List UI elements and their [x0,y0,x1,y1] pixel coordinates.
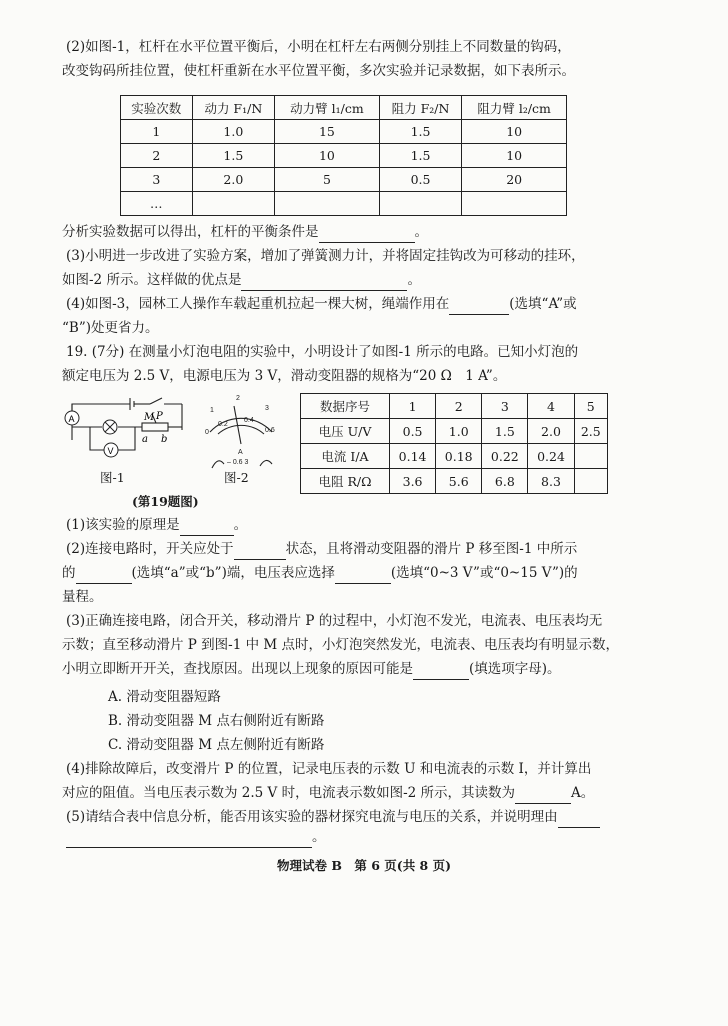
table-cell: 3.6 [390,469,436,494]
table-cell: 2 [121,144,193,168]
q19-part5-line1 [66,806,678,828]
end-a-label: a [142,434,148,445]
table-cell: 0.5 [379,168,462,192]
table-row [301,444,608,469]
end-b-label: b [161,434,168,445]
q19-intro-line1: 19. (7分) 在测量小灯泡电阻的实验中，小明设计了如图-1 所示的电路。已知小灯泡的 [66,344,579,360]
point-m-label: M [144,412,155,423]
q19-part1: (1)该实验的原理是 。 [66,514,650,536]
table-row [121,192,567,216]
lamp-data-table [300,393,608,494]
q19-part4-line2 [62,782,650,804]
table-cell: 电流 I/A [301,444,390,469]
header-cell: 5 [574,394,607,419]
q19-figures [60,392,295,507]
dial-terminals: – 0.6 3 [227,459,249,466]
table-cell: 6.8 [482,469,528,494]
header-cell: 1 [390,394,436,419]
table-header-row [121,96,567,120]
header-cell: 4 [528,394,574,419]
q19-part3-line3 [62,658,650,680]
part2-text: 的 [62,565,76,581]
option-c: C. 滑动变阻器 M 点左侧附近有断路 [108,737,325,753]
dial-tick: 0 [205,429,209,436]
table-row [121,120,567,144]
table-cell: 2.0 [192,168,275,192]
q18-part2-line1: (2)如图-1，杠杆在水平位置平衡后，小明在杠杆左右两侧分别挂上不同数量的钩码， [66,39,571,55]
answer-blank[interactable] [515,787,571,804]
table-row [121,144,567,168]
analysis-text: 分析实验数据可以得出，杠杆的平衡条件是 [62,224,319,240]
header-cell: 数据序号 [301,394,390,419]
q18-part2-line2: 改变钩码所挂位置，使杠杆重新在水平位置平衡，多次实验并记录数据，如下表所示。 [62,63,575,79]
dial-tick: 0.6 [265,427,275,434]
header-cell: 3 [482,394,528,419]
q18-part4-line1 [66,293,650,315]
q18-analysis-line: 分析实验数据可以得出，杠杆的平衡条件是 。 [62,221,650,243]
q19-part5-line2 [66,826,650,848]
table-cell: 0.18 [436,444,482,469]
fig1-label: 图-1 [100,470,125,485]
table-cell[interactable] [574,469,607,494]
q18-part3-line2: 如图-2 所示。这样做的优点是 。 [62,269,650,291]
ammeter-label: A [68,414,75,424]
circuit-diagram [60,392,295,482]
header-cell: 阻力 F₂/N [379,96,462,120]
answer-blank[interactable] [241,274,407,291]
part3-text: 如图-2 所示。这样做的优点是 [62,272,242,288]
table-row [121,168,567,192]
voltmeter-label: V [107,446,114,456]
table-cell: 1.5 [192,144,275,168]
answer-blank[interactable] [319,226,415,243]
header-cell: 动力臂 l₁/cm [275,96,380,120]
header-cell: 2 [436,394,482,419]
table-cell: 1.5 [379,120,462,144]
table-row [301,469,608,494]
q19-intro-line2: 额定电压为 2.5 V，电源电压为 3 V，滑动变阻器的规格为“20 Ω 1 A”。 [62,368,507,384]
table-cell: 8.3 [528,469,574,494]
table-cell: 电阻 R/Ω [301,469,390,494]
part4-text: 对应的阻值。当电压表示数为 2.5 V 时，电流表示数如图-2 所示，其读数为 [62,785,516,801]
q19-part3-line1: (3)正确连接电路，闭合开关，移动滑片 P 的过程中，小灯泡不发光，电流表、电压表均无 [66,613,603,629]
answer-blank[interactable] [413,663,469,680]
table-cell: 0.24 [528,444,574,469]
q18-part4-line2: “B”)处更省力。 [62,320,159,336]
table-cell: 5.6 [436,469,482,494]
table-cell [462,192,567,216]
part2-text: (2)连接电路时，开关应处于 [66,541,234,557]
slider-p-label: P [156,411,163,422]
part3-text-tail: (填选项字母)。 [469,661,561,677]
part2-text: (选填“0~3 V”或“0~15 V”)的 [390,565,578,581]
table-cell: 15 [275,120,380,144]
option-b: B. 滑动变阻器 M 点右侧附近有断路 [108,713,325,729]
table-cell: 0.5 [390,419,436,444]
q18-part3-line1: (3)小明进一步改进了实验方案，增加了弹簧测力计，并将固定挂钩改为可移动的挂环， [66,248,585,264]
part2-text-tail: 状态，且将滑动变阻器的滑片 P 移至图-1 中所示 [285,541,578,557]
option-a: A. 滑动变阻器短路 [108,689,221,705]
q19-part4-line1: (4)排除故障后，改变滑片 P 的位置，记录电压表的示数 U 和电流表的示数 I，并计算出 [66,761,592,777]
q19-part2-line1 [66,538,650,560]
table-cell: 10 [462,144,567,168]
table-cell: 1 [121,120,193,144]
table-cell: 2.0 [528,419,574,444]
lever-data-table [120,95,567,216]
dial-unit: A [238,449,243,456]
dial-tick: 2 [236,395,240,402]
dial-tick: 0.4 [244,417,254,424]
table-header-row [301,394,608,419]
table-row [301,419,608,444]
table-cell [192,192,275,216]
table-cell: 3 [121,168,193,192]
table-cell: 10 [275,144,380,168]
q19-part2-line3: 量程。 [62,589,103,605]
figure-caption: (第19题图) [132,494,199,509]
table-cell: 1.5 [482,419,528,444]
table-cell: 20 [462,168,567,192]
fig2-label: 图-2 [224,470,249,485]
table-cell: … [121,192,193,216]
answer-blank[interactable] [66,831,312,848]
part1-text: (1)该实验的原理是 [66,517,180,533]
table-cell: 1.0 [192,120,275,144]
part5-end: 。 [312,829,326,845]
q19-part3-line2: 示数；直至移动滑片 P 到图-1 中 M 点时，小灯泡突然发光，电流表、电压表均有明显示数， [62,637,620,653]
answer-blank[interactable] [234,543,286,560]
table-cell: 5 [275,168,380,192]
answer-blank[interactable] [335,567,391,584]
table-cell: 2.5 [574,419,607,444]
dial-tick: 3 [265,405,269,412]
part2-text: (选填“a”或“b”)端，电压表应选择 [131,565,335,581]
header-cell: 阻力臂 l₂/cm [462,96,567,120]
table-cell: 10 [462,120,567,144]
part4-text: (4)如图-3，园林工人操作车载起重机拉起一棵大树，绳端作用在 [66,296,450,312]
part4-unit: A。 [571,785,595,801]
table-cell: 电压 U/V [301,419,390,444]
table-cell: 0.14 [390,444,436,469]
part3-text: 小明立即断开开关，查找原因。出现以上现象的原因可能是 [62,661,413,677]
table-cell [379,192,462,216]
answer-blank[interactable] [449,298,509,315]
table-cell[interactable] [574,444,607,469]
dial-tick: 0.2 [218,421,228,428]
table-cell: 1.0 [436,419,482,444]
q19-part2-line2 [62,562,650,584]
page-footer: 物理试卷 B 第 6 页(共 8 页) [276,858,452,873]
answer-blank[interactable] [180,519,234,536]
table-cell: 0.22 [482,444,528,469]
dial-tick: 1 [210,407,214,414]
answer-blank[interactable] [76,567,132,584]
header-cell: 动力 F₁/N [192,96,275,120]
part4-text-tail: (选填“A”或 [509,296,577,312]
header-cell: 实验次数 [121,96,193,120]
table-cell [275,192,380,216]
table-cell: 1.5 [379,144,462,168]
part5-text: (5)请结合表中信息分析，能否用该实验的器材探究电流与电压的关系，并说明理由 [66,809,558,825]
